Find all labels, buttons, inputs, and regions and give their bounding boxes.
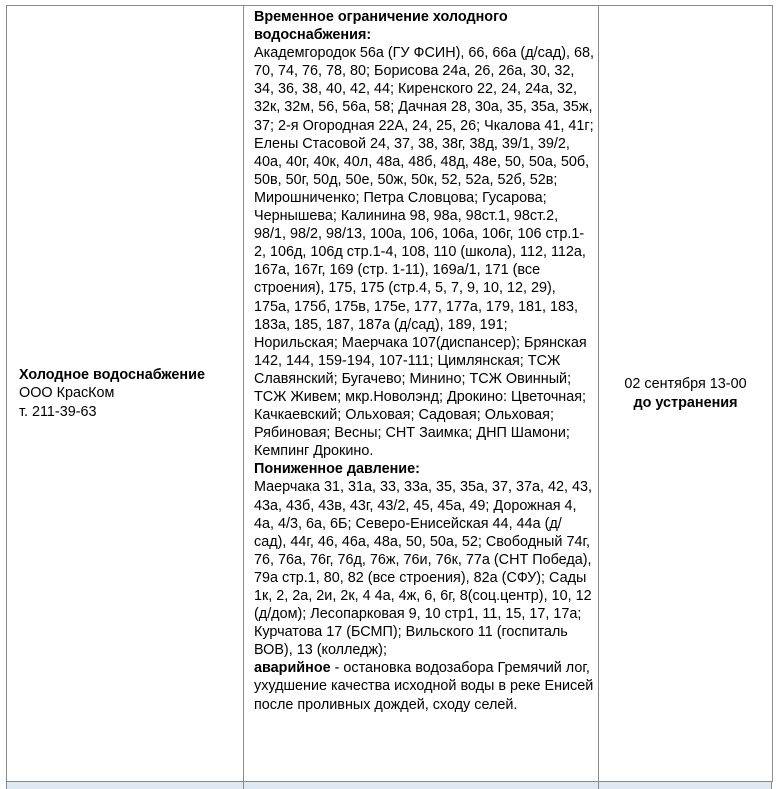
- emergency-text: - остановка водозабора Гремячий лог, ухудшение качества исходной воды в реке Енисей после проливных дождей, сходу селей.: [254, 660, 594, 713]
- pressure-heading: Пониженное давление:: [254, 461, 420, 478]
- next-row-strip: [6, 782, 772, 789]
- service-company: ООО КрасКом: [19, 385, 115, 402]
- service-phone: т. 211-39-63: [19, 403, 97, 420]
- restriction-heading: Временное ограничение холодного водоснабжения:: [254, 9, 508, 44]
- service-title: Холодное водоснабжение: [19, 367, 205, 384]
- until-label: до устранения: [633, 394, 738, 411]
- service-cell: [7, 6, 244, 782]
- pressure-addresses: Маерчака 31, 31а, 33, 33а, 35, 35а, 37, 37а, 42, 43, 43а, 43б, 43в, 43г, 43/2, 45, 45а, 49; Дорожная 4, 4а, 4/3, 6а, 6Б; Северо-Енисейская 44, 44а (д/сад), 44г, 46, 46а, 48а, 50, 50а, 52; Свободный 74г, 76, 76а, 76г, 76д, 76ж, 76и, 76к, 77а (СНТ Победа), 79а стр.1, 80, 82 (все строения), 82а (СФУ); Сады 1к, 2, 2а, 2и, 2к, 4 4а, 4ж, 6, 6г, 8(соц.центр), 10, 12 (д/дом); Лесопарковая 9, 10 стр1, 11, 15, 17, 17а; Курчатова 17 (БСМП); Вильского 11 (госпиталь ВОВ), 13 (колледж);: [254, 479, 593, 659]
- column-divider: [598, 782, 599, 789]
- start-time: 02 сентября 13-00: [624, 376, 747, 393]
- table-row: [7, 6, 773, 782]
- column-divider: [243, 782, 244, 789]
- details-cell: [244, 6, 599, 782]
- emergency-label: аварийное: [254, 660, 331, 677]
- time-cell: [599, 6, 773, 782]
- emergency-note: [254, 659, 594, 713]
- restriction-addresses: Академгородок 56а (ГУ ФСИН), 66, 66а (д/сад), 68, 70, 74, 76, 78, 80; Борисова 24а, 26, 26а, 30, 32, 34, 36, 38, 40, 42, 44; Киренского 22, 24, 24а, 32, 32к, 32м, 56, 56а, 58; Дачная 28, 30а, 35, 35а, 35ж, 37; 2-я Огородная 22А, 24, 25, 26; Чкалова 41, 41г; Елены Стасовой 24, 37, 38, 38г, 38д, 39/1, 39/2, 40а, 40г, 40к, 40л, 48а, 48б, 48д, 48е, 50, 50а, 50б, 50в, 50г, 50д, 50е, 50ж, 50к, 52, 52а, 52б, 52в; Мирошниченко; Петра Словцова; Гусарова; Чернышева; Калинина 98, 98а, 98ст.1, 98ст.2, 98/1, 98/2, 98/13, 100а, 106, 106а, 106г, 106 стр.1-2, 106д, 106д стр.1-4, 108, 110 (школа), 112, 112а, 167а, 167г, 169 (стр. 1-11), 169а/1, 171 (все строения), 175, 175 (стр.4, 5, 7, 9, 10, 12, 29), 175а, 175б, 175в, 175е, 177, 177а, 179, 181, 183, 183а, 185, 187, 187а (д/сад), 189, 191; Норильская; Маерчака 107(диспансер); Брянская 142, 144, 159-194, 107-111; Цимлянская; ТСЖ Славянский; Бугачево; Минино; ТСЖ Овинный; ТСЖ Живем; мкр.Новолэнд; Дрокино: Цветочная; Качкаевский; Ольховая; Садовая; Ольховая; Рябиновая; Весны; СНТ Заимка; ДНП Шамони; Кемпинг Дрокино.: [254, 45, 595, 460]
- outage-table: [6, 5, 773, 782]
